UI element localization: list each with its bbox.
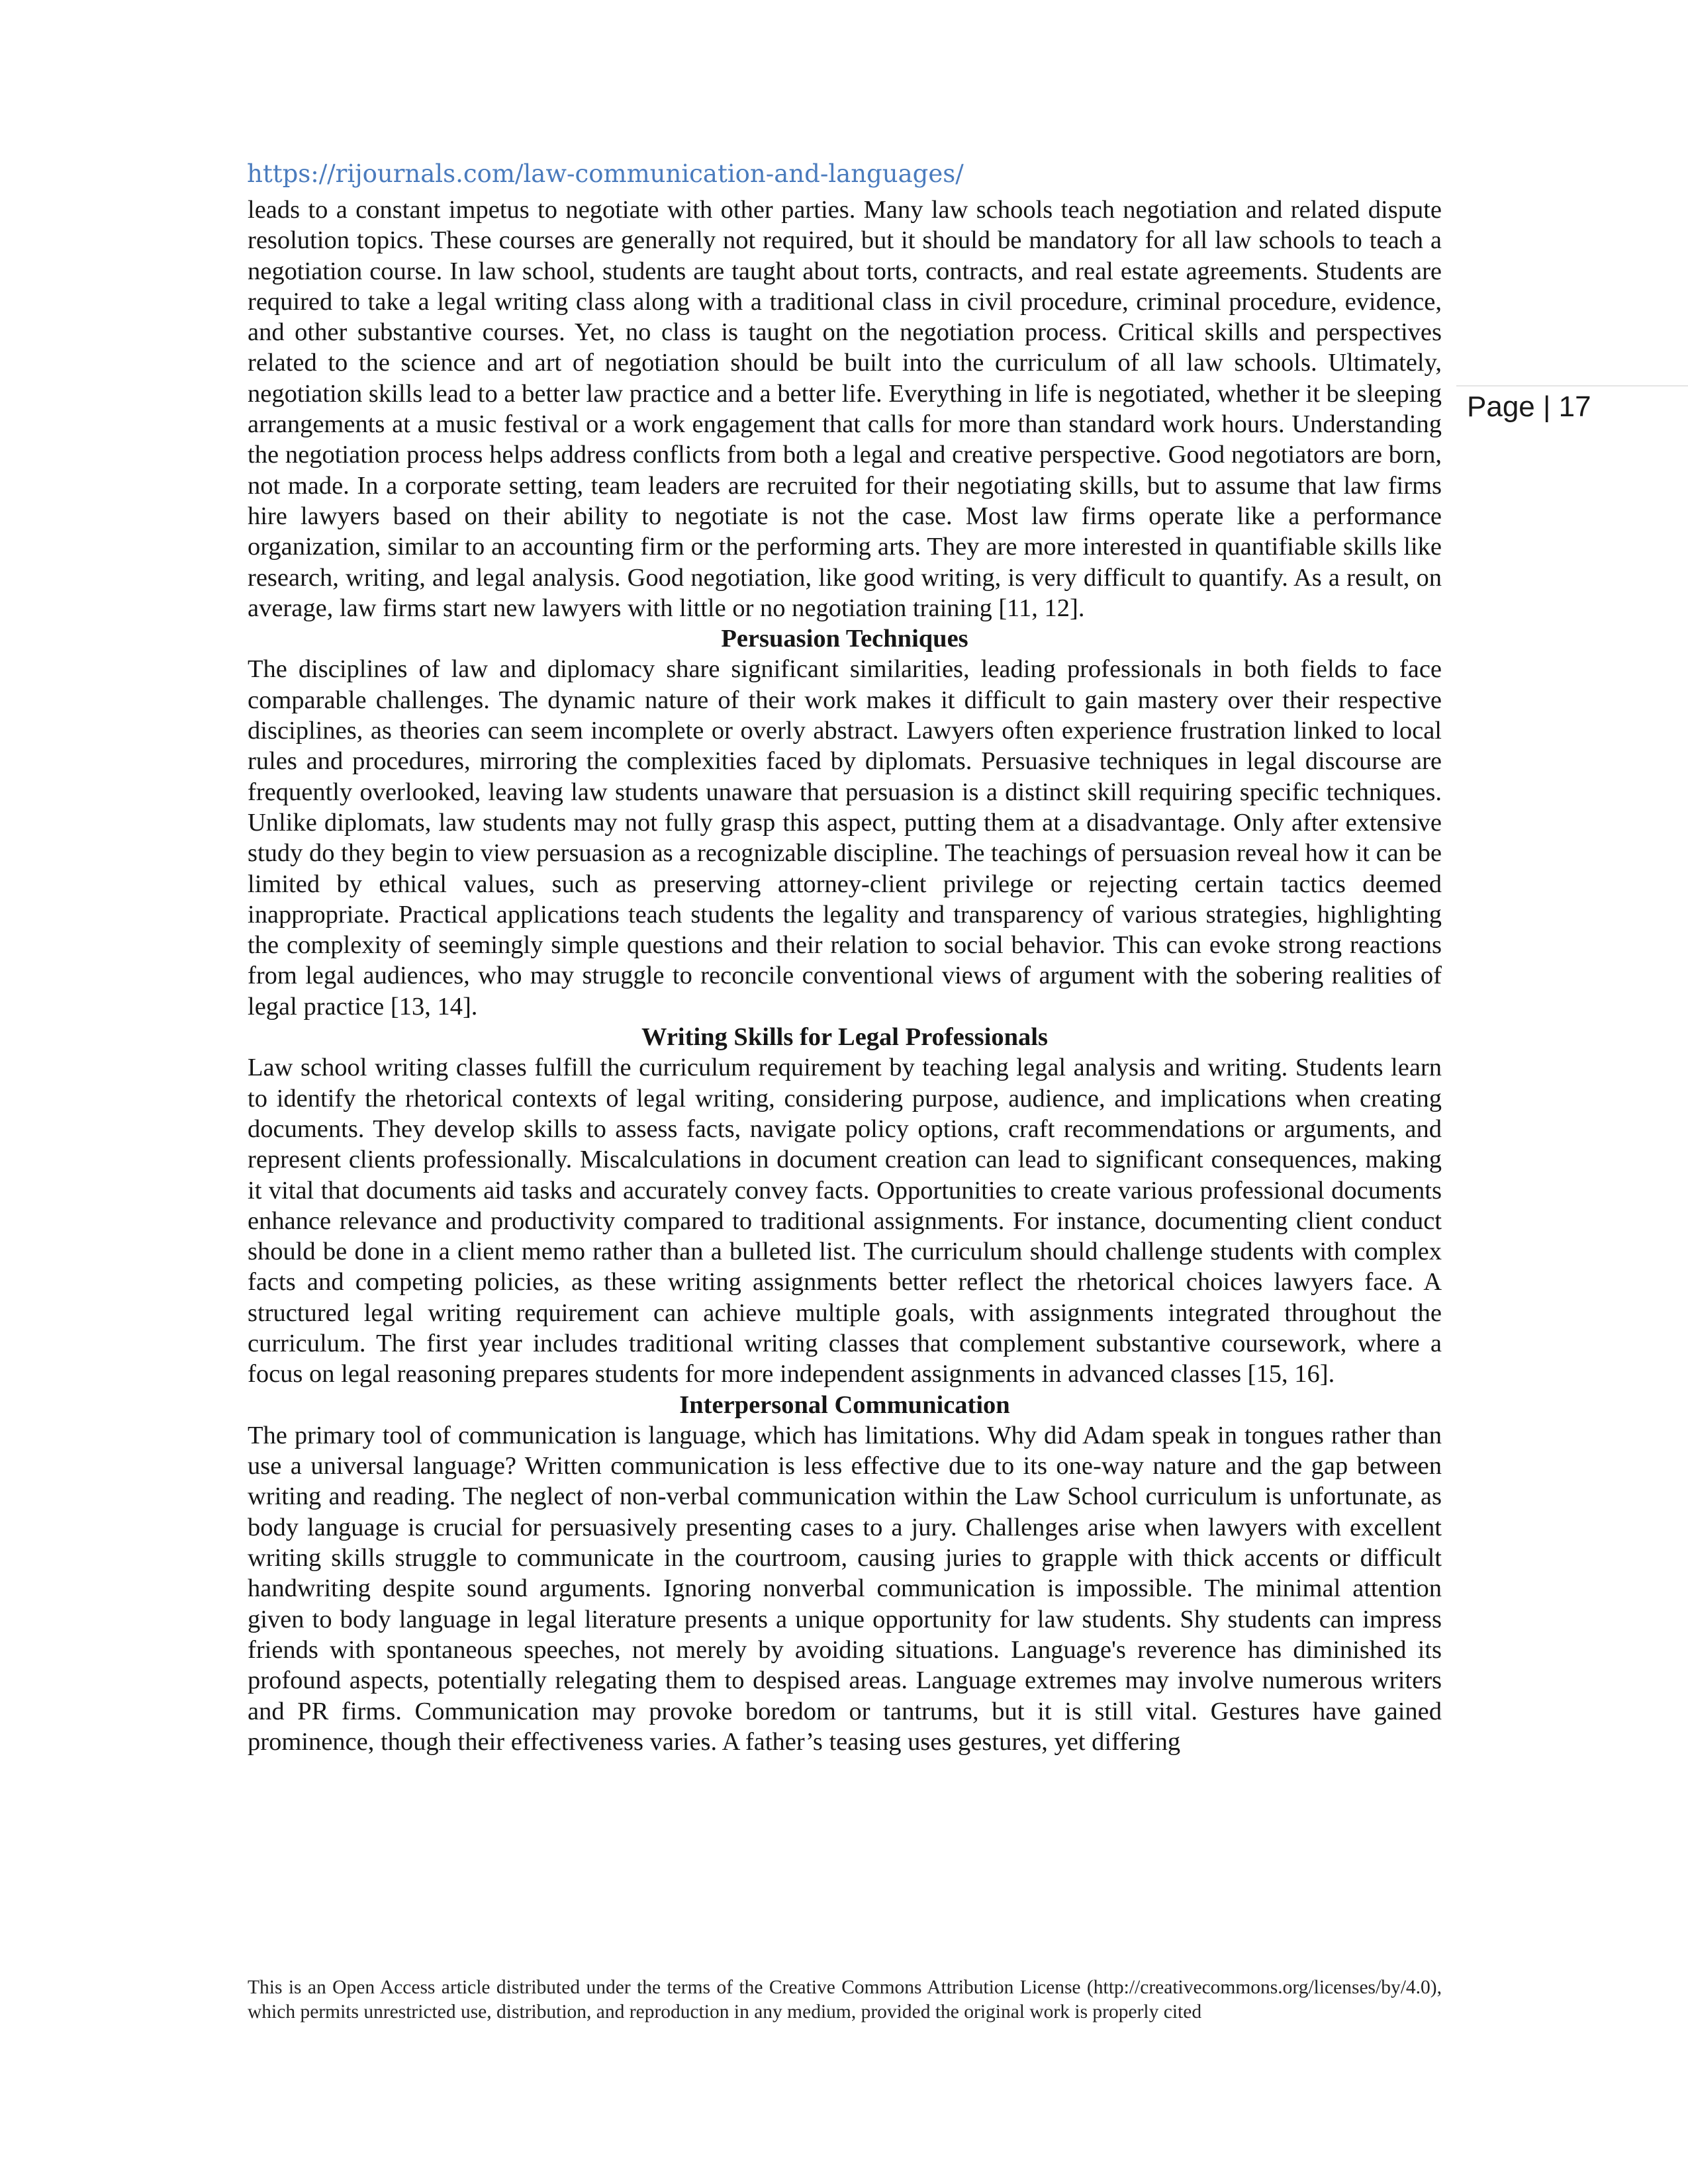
heading-persuasion-techniques: Persuasion Techniques <box>721 625 968 653</box>
license-footer: This is an Open Access article distributed under the terms of the Creative Commons Attribution License (http://creativecommons.org/licenses/by/4.0), which permits unrestricted use, distribution, and reproduction in any medium, provided the original work is properly cited <box>248 1977 1442 2023</box>
journal-url-link[interactable]: https://rijournals.com/law-communication-and-languages/ <box>247 159 964 188</box>
paragraph-interpersonal: The primary tool of communication is language, which has limitations. Why did Adam speak in tongues rather than use a universal language? Written communication is less effective due to its one-way nature and the gap between writing and reading. The neglect of non-verbal communication within the Law School curriculum is unfortunate, as body language is crucial for persuasively presenting cases to a jury. Challenges arise when lawyers with excellent writing skills struggle to communicate in the courtroom, causing juries to grapple with thick accents or difficult handwriting despite sound arguments. Ignoring nonverbal communication is impossible. The minimal attention given to body language in legal literature presents a unique opportunity for law students. Shy students can impress friends with spontaneous speeches, not merely by avoiding situations. Language's reverence has diminished its profound aspects, potentially relegating them to despised areas. Language extremes may involve numerous writers and PR firms. Communication may provoke boredom or tantrums, but it is still vital. Gestures have gained prominence, though their effectiveness varies. A father’s teasing uses gestures, yet differing <box>248 1421 1442 1756</box>
page-number-divider <box>1456 385 1688 387</box>
page-number-label: Page | 17 <box>1467 390 1591 423</box>
heading-interpersonal-communication: Interpersonal Communication <box>679 1390 1010 1419</box>
article-body <box>248 195 1442 1757</box>
paragraph-writing-skills: Law school writing classes fulfill the curriculum requirement by teaching legal analysis and writing. Students learn to identify the rhetorical contexts of legal writing, considering purpose, audience, and implications when creating documents. They develop skills to assess facts, navigate policy options, craft recommendations or arguments, and represent clients professionally. Miscalculations in document creation can lead to significant consequences, making it vital that documents aid tasks and accurately convey facts. Opportunities to create various professional documents enhance relevance and productivity compared to traditional assignments. For instance, documenting client conduct should be done in a client memo rather than a bulleted list. The curriculum should challenge students with complex facts and competing policies, as these writing assignments better reflect the rhetorical choices lawyers face. A structured legal writing requirement can achieve multiple goals, with assignments integrated throughout the curriculum. The first year includes traditional writing classes that complement substantive coursework, where a focus on legal reasoning prepares students for more independent assignments in advanced classes [15, 16]. <box>248 1054 1442 1388</box>
paragraph-persuasion: The disciplines of law and diplomacy share significant similarities, leading professionals in both fields to face comparable challenges. The dynamic nature of their work makes it difficult to gain mastery over their respective disciplines, as theories can seem incomplete or overly abstract. Lawyers often experience frustration linked to local rules and procedures, mirroring the complexities faced by diplomats. Persuasive techniques in legal discourse are frequently overlooked, leaving law students unaware that persuasion is a distinct skill requiring specific techniques. Unlike diplomats, law students may not fully grasp this aspect, putting them at a disadvantage. Only after extensive study do they begin to view persuasion as a recognizable discipline. The teachings of persuasion reveal how it can be limited by ethical values, such as preserving attorney-client privilege or rejecting certain tactics deemed inappropriate. Practical applications teach students the legality and transparency of various strategies, highlighting the complexity of seemingly simple questions and their relation to social behavior. This can evoke strong reactions from legal audiences, who may struggle to reconcile conventional views of argument with the sobering realities of legal practice [13, 14]. <box>248 655 1442 1021</box>
paragraph-negotiation: leads to a constant impetus to negotiate with other parties. Many law schools teach negotiation and related dispute resolution topics. These courses are generally not required, but it should be mandatory for all law schools to teach a negotiation course. In law school, students are taught about torts, contracts, and real estate agreements. Students are required to take a legal writing class along with a traditional class in civil procedure, criminal procedure, evidence, and other substantive courses. Yet, no class is taught on the negotiation process. Critical skills and perspectives related to the science and art of negotiation should be built into the curriculum of all law schools. Ultimately, negotiation skills lead to a better law practice and a better life. Everything in life is negotiated, whether it be sleeping arrangements at a music festival or a work engagement that calls for more than standard work hours. Understanding the negotiation process helps address conflicts from both a legal and creative perspective. Good negotiators are born, not made. In a corporate setting, team leaders are recruited for their negotiating skills, but to assume that law firms hire lawyers based on their ability to negotiate is not the case. Most law firms operate like a performance organization, similar to an accounting firm or the performing arts. They are more interested in quantifiable skills like research, writing, and legal analysis. Good negotiation, like good writing, is very difficult to quantify. As a result, on average, law firms start new lawyers with little or no negotiation training [11, 12]. <box>248 196 1442 622</box>
heading-writing-skills: Writing Skills for Legal Professionals <box>641 1023 1048 1052</box>
